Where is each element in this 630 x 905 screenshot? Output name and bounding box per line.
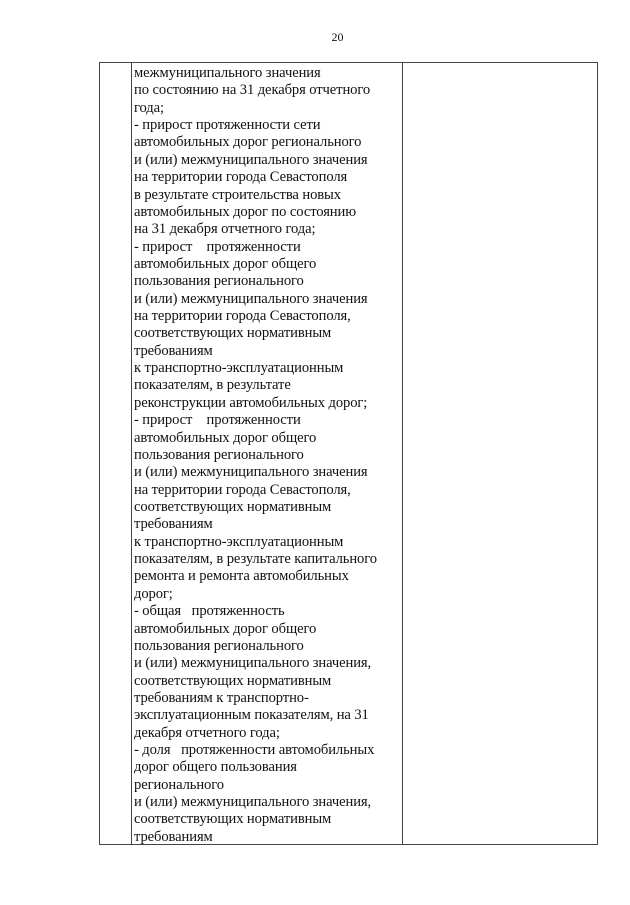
text-line: к транспортно-эксплуатационным (134, 360, 344, 377)
text-line: к транспортно-эксплуатационным (134, 533, 344, 550)
text-line: в результате строительства новых (134, 186, 341, 203)
text-line: на территории города Севастополя, (134, 481, 351, 498)
page-number: 20 (331, 30, 344, 44)
text-line: автомобильных дорог общего (134, 255, 317, 272)
text-line: и (или) межмуниципального значения, (134, 655, 372, 672)
text-line: автомобильных дорог общего (134, 620, 317, 637)
text-line: реконструкции автомобильных дорог; (134, 394, 368, 411)
text-line: и (или) межмуниципального значения (134, 464, 368, 481)
text-line: соответствующих нормативным (134, 325, 332, 342)
text-line: и (или) межмуниципального значения (134, 290, 368, 307)
text-line: - прирост протяженности сети (134, 117, 321, 134)
text-line: - прирост протяженности (134, 238, 301, 255)
table-cell-indicators (132, 63, 403, 844)
text-line: на 31 декабря отчетного года; (134, 221, 316, 238)
text-line: декабря отчетного года; (134, 724, 280, 741)
text-line: пользования регионального (134, 273, 304, 290)
text-line: года; (134, 99, 164, 116)
text-line: эксплуатационным показателям, на 31 (134, 707, 369, 724)
text-line: соответствующих нормативным (134, 811, 332, 828)
text-line: ремонта и ремонта автомобильных (134, 568, 349, 585)
table-cell-number (100, 63, 132, 844)
text-line: по состоянию на 31 декабря отчетного (134, 82, 371, 99)
text-line: и (или) межмуниципального значения (134, 151, 368, 168)
text-line: на территории города Севастополя, (134, 308, 351, 325)
text-line: пользования регионального (134, 446, 304, 463)
text-line: требованиям к транспортно- (134, 689, 309, 706)
text-line: автомобильных дорог общего (134, 429, 317, 446)
text-line: на территории города Севастополя (134, 169, 348, 186)
text-line: автомобильных дорог регионального (134, 134, 362, 151)
text-line: требованиям (134, 342, 213, 359)
text-line: - прирост протяженности (134, 412, 301, 429)
text-line: пользования регионального (134, 637, 304, 654)
text-line: показателям, в результате (134, 377, 291, 394)
indicators-table (99, 62, 598, 845)
text-line: соответствующих нормативным (134, 498, 332, 515)
text-line: соответствующих нормативным (134, 672, 332, 689)
text-line: дорог; (134, 585, 173, 602)
text-line: требованиям (134, 516, 213, 533)
text-line: показателям, в результате капитального (134, 551, 377, 568)
text-line: - общая протяженность (134, 603, 285, 620)
text-line: дорог общего пользования (134, 759, 297, 776)
table-cell-values (403, 63, 597, 844)
text-line: требованиям (134, 828, 213, 845)
text-line: - доля протяженности автомобильных (134, 742, 375, 759)
text-line: межмуниципального значения (134, 65, 321, 81)
text-line: автомобильных дорог по состоянию (134, 203, 357, 220)
text-line: и (или) межмуниципального значения, (134, 794, 372, 811)
text-line: регионального (134, 776, 224, 793)
